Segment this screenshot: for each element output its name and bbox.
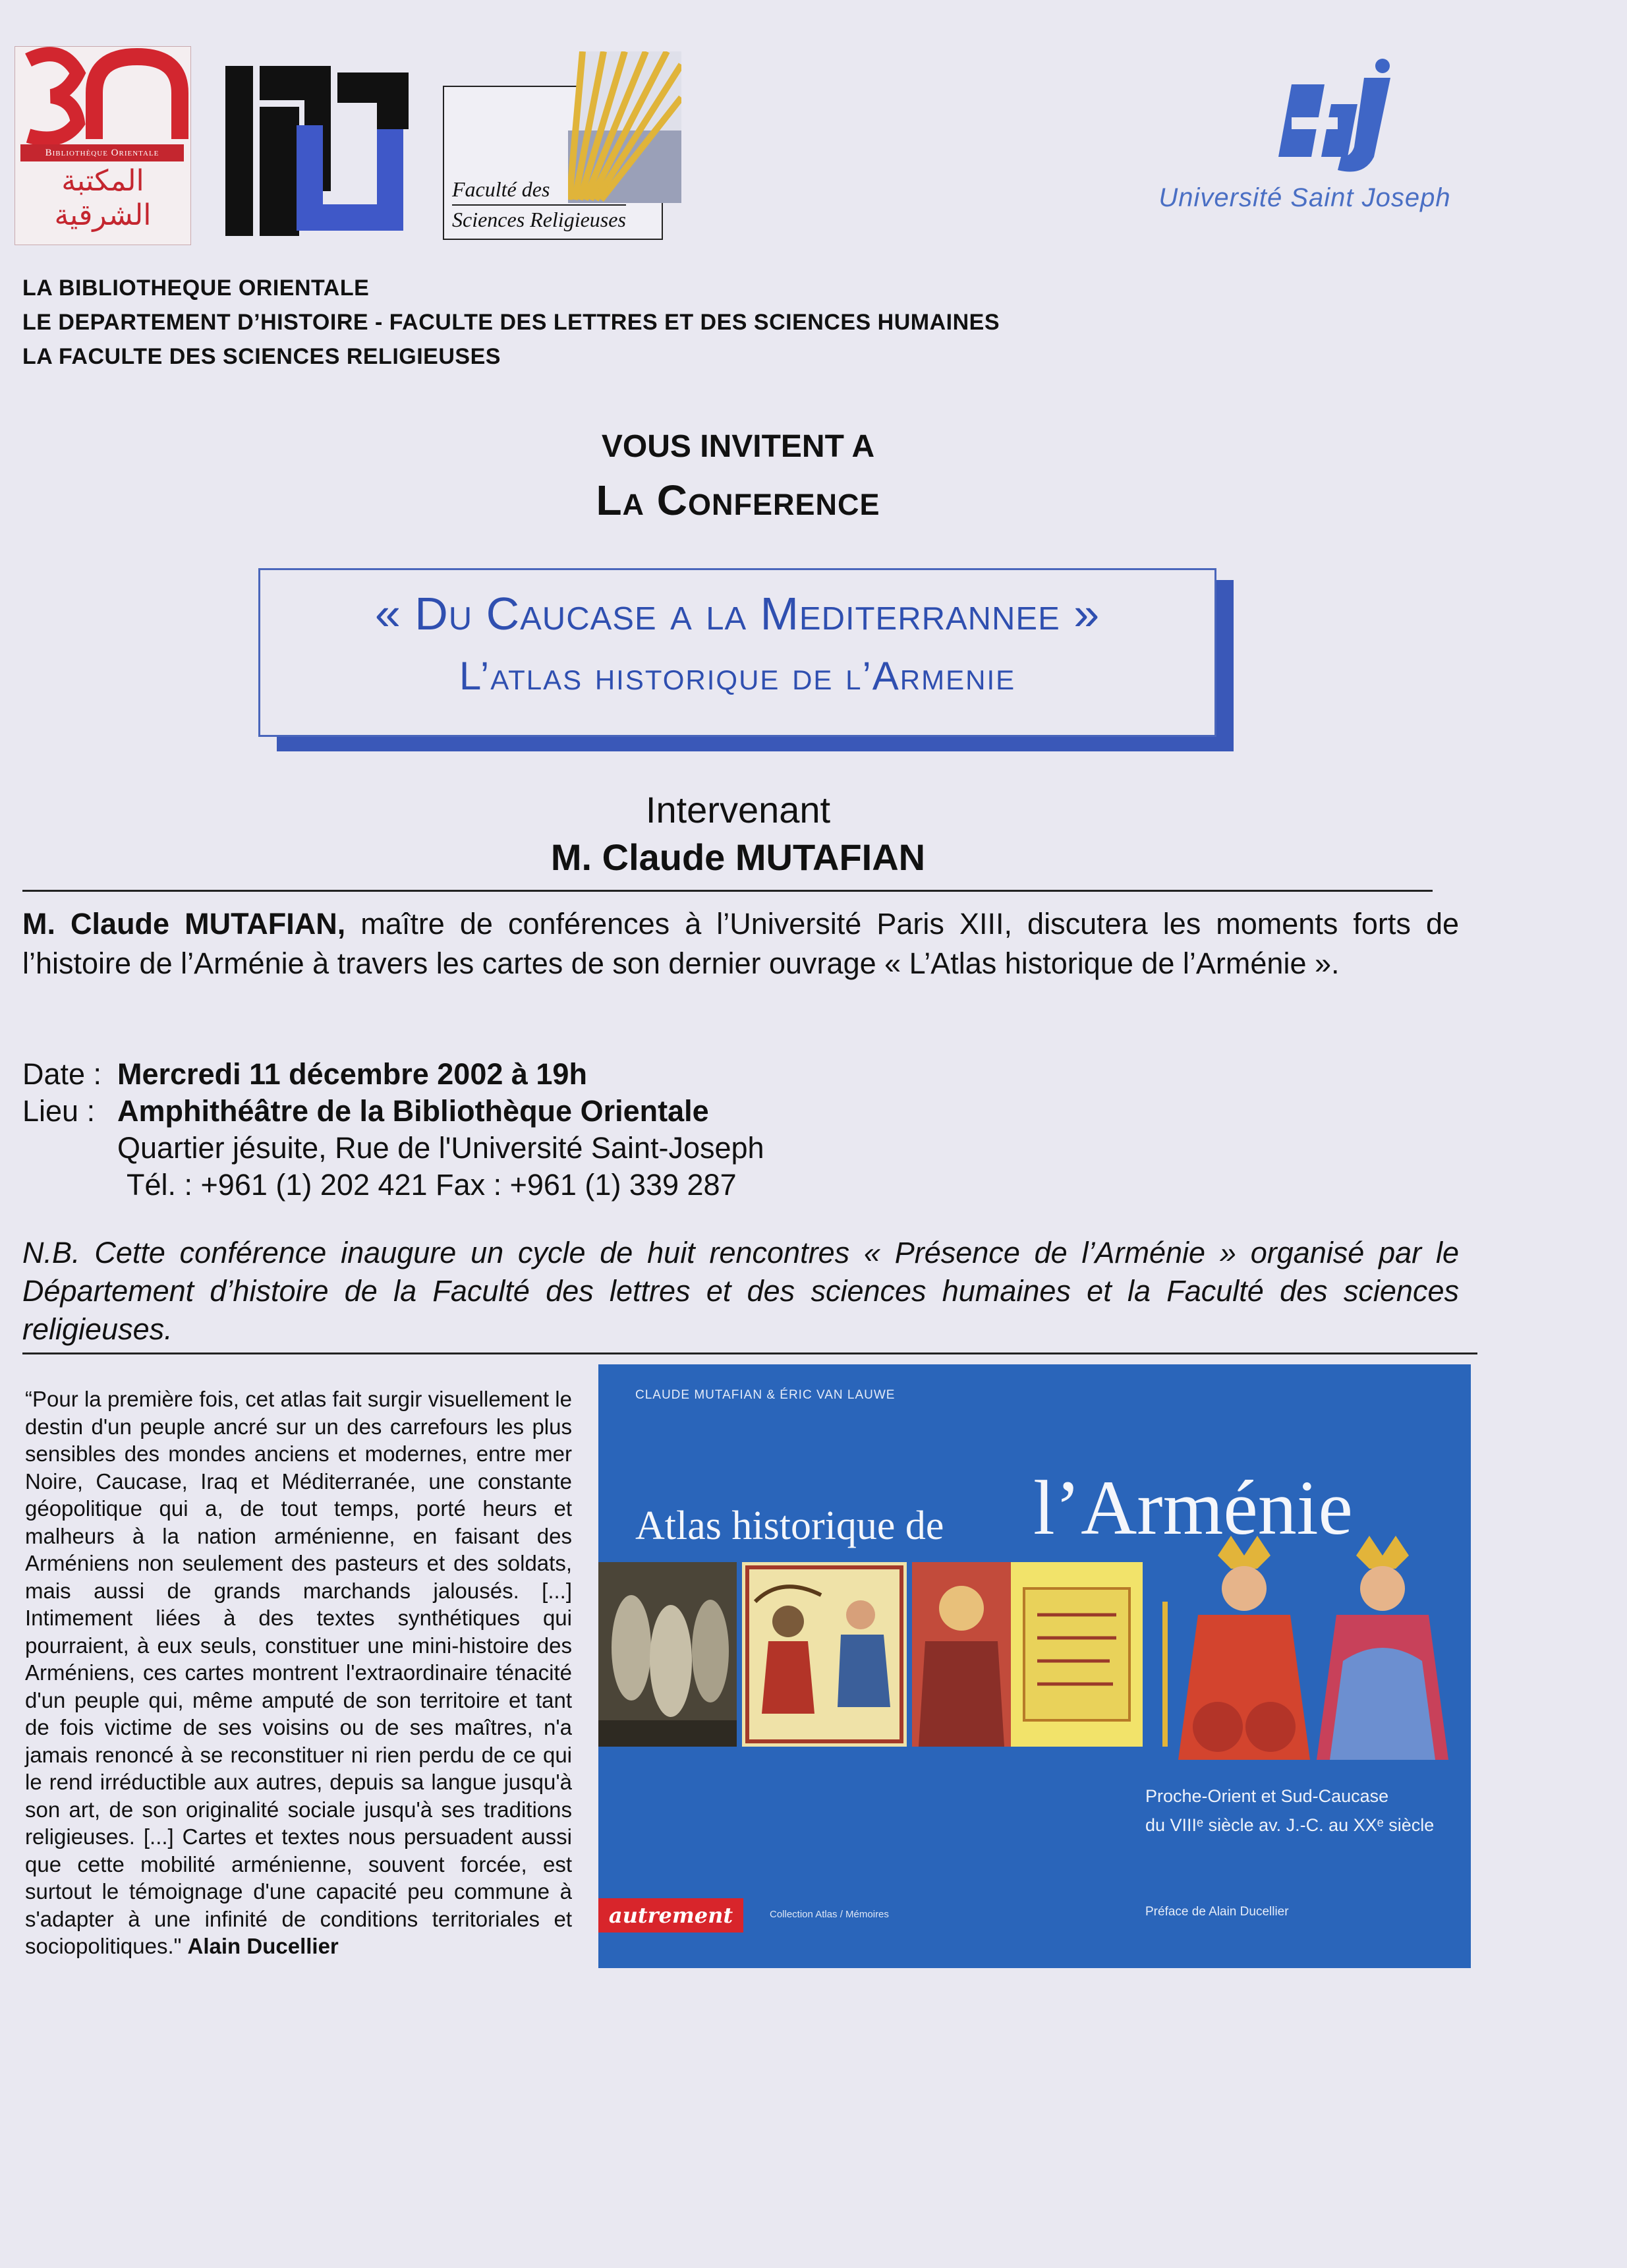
institution-3: LA FACULTE DES SCIENCES RELIGIEUSES <box>22 344 501 369</box>
date-value-text: Mercredi 11 décembre 2002 à 19h <box>117 1057 587 1091</box>
book-cover <box>598 1364 1471 1968</box>
description-name: M. Claude MUTAFIAN, <box>22 907 346 941</box>
address: Quartier jésuite, Rue de l'Université Saint-Joseph <box>117 1131 764 1165</box>
bo-band-text: Bibliothèque Orientale <box>20 144 184 161</box>
speaker-label: Intervenant <box>645 789 831 830</box>
cover-subtitle-2: du VIIIᵉ siècle av. J.-C. au XXᵉ siècle <box>1145 1815 1435 1835</box>
place-value <box>117 1093 709 1130</box>
fsr-line1: Faculté des <box>452 177 550 201</box>
quote-block <box>25 1385 572 1960</box>
description-text: maître de conférences à l’Université Paris XIII, discutera les moments forts de l’histoire de l’Arménie à travers les cartes de son dernier ouvrage « L’Atlas historique de l’Arménie ». <box>22 907 1460 980</box>
usj-caption: Université Saint Joseph <box>1158 183 1451 212</box>
cover-panel-soldiers <box>598 1562 737 1747</box>
institution-2: LE DEPARTEMENT D’HISTOIRE - FACULTE DES LETTRES ET DES SCIENCES HUMAINES <box>22 310 1000 335</box>
cover-title-big: l’Arménie <box>1033 1465 1353 1551</box>
bibliotheque-orientale-logo <box>14 46 191 245</box>
fsr-line2: Sciences Religieuses <box>452 204 626 232</box>
divider-bottom <box>22 1352 1477 1354</box>
nb-note: N.B. Cette conférence inaugure un cycle de huit rencontres « Présence de l’Arménie » organisé par le Département d’histoire de la Faculté des lettres et des sciences humaines et la Faculté des sciences religieuses. <box>22 1236 1459 1346</box>
title-line-1: « Du Caucase a la Mediterrannee » <box>374 588 1100 639</box>
quote-author: Alain Ducellier <box>187 1934 339 1958</box>
cover-panel-manuscript <box>912 1562 1143 1747</box>
speaker-description <box>22 904 1459 983</box>
title-line-2: L’atlas historique de l’Armenie <box>459 654 1016 698</box>
fsr-logo <box>443 51 681 237</box>
conference-heading: La Conference <box>596 477 880 524</box>
date-label: Date : <box>22 1057 102 1091</box>
cover-panel-kings <box>1145 1529 1455 1773</box>
cover-authors: CLAUDE MUTAFIAN & ÉRIC VAN LAUWE <box>635 1388 896 1402</box>
title-box <box>258 568 1216 737</box>
cover-panel-archers <box>742 1562 907 1747</box>
institution-1: LA BIBLIOTHEQUE ORIENTALE <box>22 276 370 301</box>
cover-collection: Collection Atlas / Mémoires <box>770 1909 889 1920</box>
quote-text: “Pour la première fois, cet atlas fait surgir visuellement le destin d'un peuple ancré sur un des carrefours les plus sensibles des mondes anciens et modernes, entre mer Noire, Caucase, Iraq et Méditerranée, une constante géopolitique qui a, de tout temps, porté heurs et malheurs à la nation arménienne, en faisant des Arméniens non seulement des pasteurs et des soldats, mais aussi de grands marchands jalousés. [...] Intimement liées à des textes synthétiques qui pourraient, à eux seuls, constituer une mini-histoire des Arméniens, ces cartes montrent l'extraordinaire ténacité d'un peuple qui, même amputé de son territoire et tant de fois victime de ses voisins ou de ses maîtres, n'a jamais renoncé à se reconstituer ni rien perdu de ce qui le rend irréductible aux autres, depuis sa langue jusqu'à son art, de son originalité sociale jusqu'à ses traditions religieuses. [...] Cartes et textes nous persuadent aussi que cette mobilité arménienne, souvent forcée, est surtout le témoignage d'une capacité peu commune à s'adapter à une infinité de conditions territoriales et sociopolitiques." <box>25 1387 572 1958</box>
flsh-logo <box>225 66 409 236</box>
place-value-text: Amphithéâtre de la Bibliothèque Orientale <box>117 1094 709 1128</box>
bo-arabic-text: المكتبة الشرقية <box>54 164 152 232</box>
cover-title-small: Atlas historique de <box>635 1503 944 1548</box>
phone-fax: Tél. : +961 (1) 202 421 Fax : +961 (1) 339 287 <box>127 1168 737 1202</box>
place-label: Lieu : <box>22 1094 96 1128</box>
speaker-name: M. Claude MUTAFIAN <box>550 836 926 878</box>
cover-subtitle-1: Proche-Orient et Sud-Caucase <box>1145 1786 1389 1806</box>
bo-30-anniversary-icon <box>15 47 190 146</box>
cover-preface: Préface de Alain Ducellier <box>1145 1905 1289 1919</box>
divider-top <box>22 890 1433 892</box>
usj-emblem-icon <box>1265 58 1410 177</box>
invite-heading: VOUS INVITENT A <box>601 429 875 464</box>
usj-logo <box>1133 58 1476 229</box>
cover-publisher-logo: autrement <box>598 1898 743 1933</box>
fsr-text <box>452 177 626 232</box>
date-value <box>117 1056 587 1093</box>
